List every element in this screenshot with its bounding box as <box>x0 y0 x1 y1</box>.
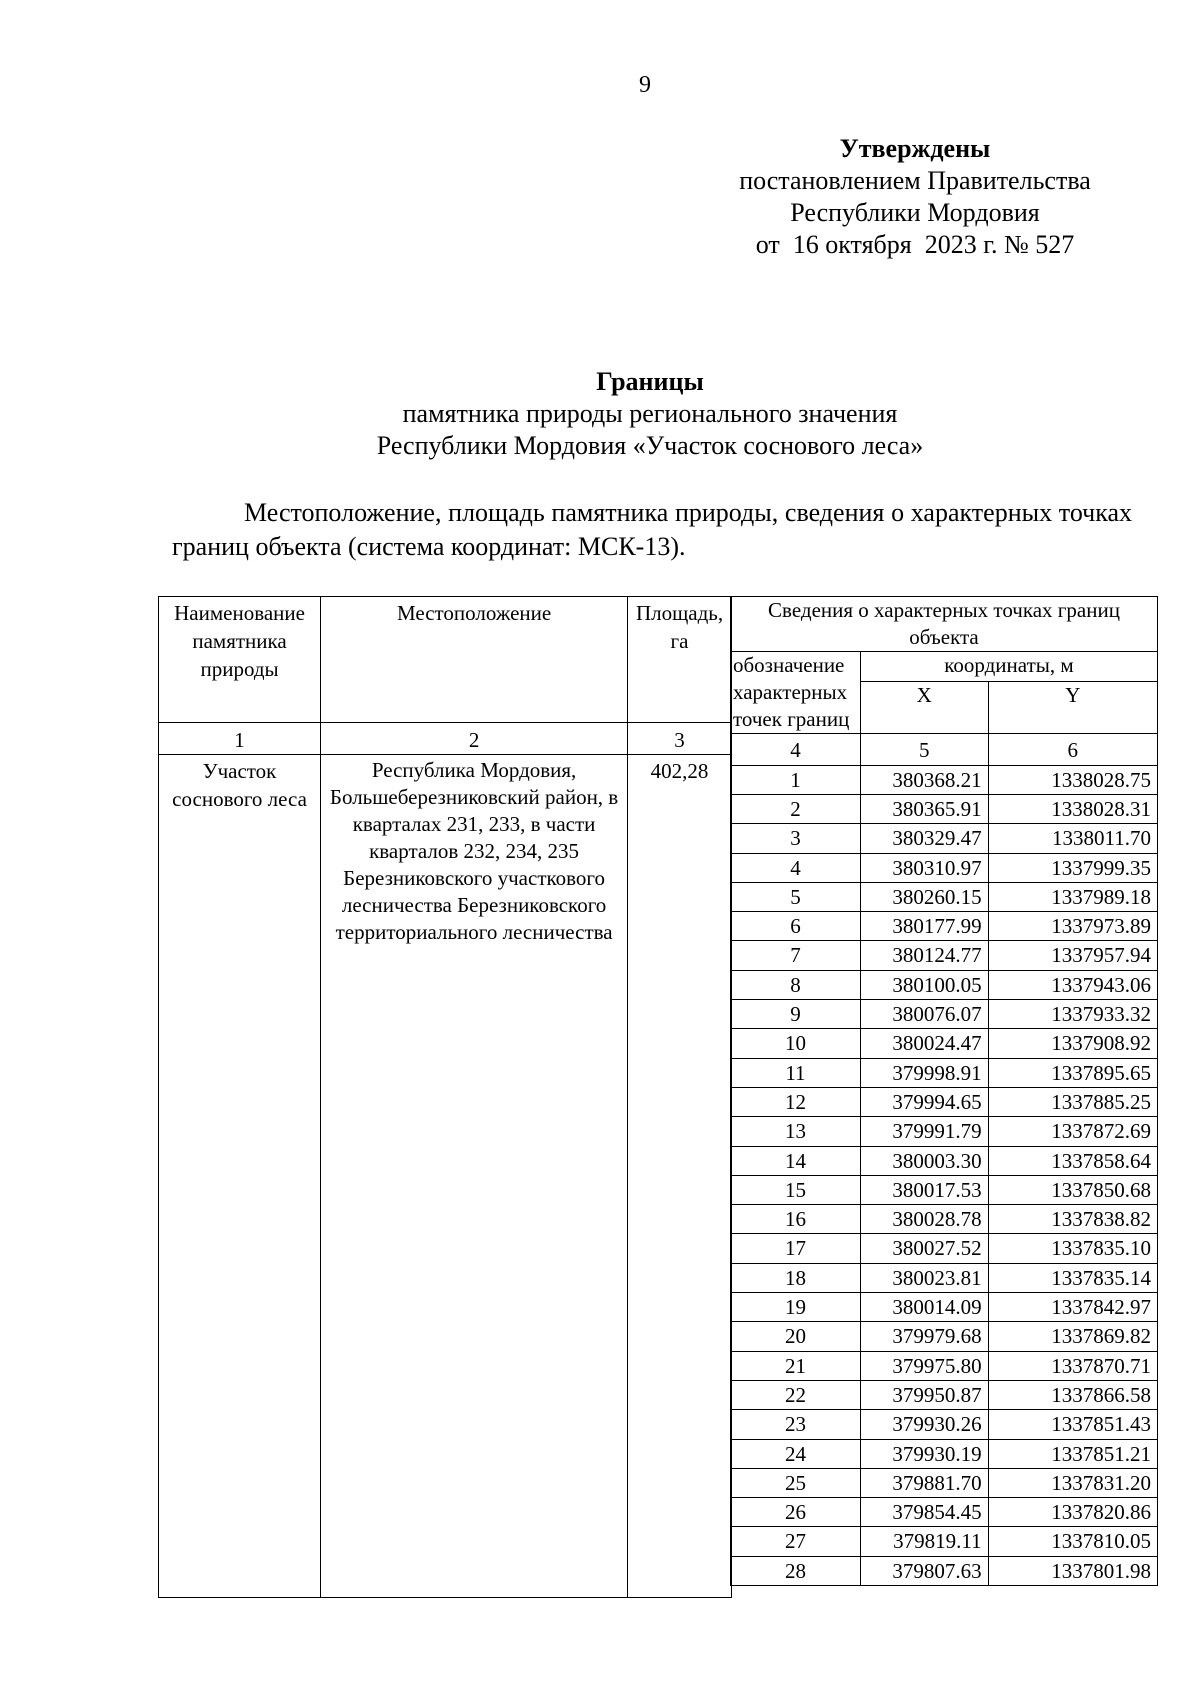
point-row <box>731 1117 1158 1146</box>
point-number: 16 <box>731 1205 861 1234</box>
column-number: 4 <box>731 734 861 766</box>
approval-block <box>700 133 1130 261</box>
point-number: 5 <box>731 882 861 911</box>
point-number: 25 <box>731 1468 861 1497</box>
point-row <box>731 1439 1158 1468</box>
header-name: Наименование памятника природы <box>159 597 321 723</box>
point-x: 380003.30 <box>860 1146 988 1175</box>
point-number: 9 <box>731 1000 861 1029</box>
point-y: 1337851.43 <box>988 1410 1157 1439</box>
point-x: 379881.70 <box>860 1468 988 1497</box>
point-y: 1337858.64 <box>988 1146 1157 1175</box>
point-y: 1337999.35 <box>988 853 1157 882</box>
point-number: 3 <box>731 824 861 853</box>
point-x: 380329.47 <box>860 824 988 853</box>
point-row <box>731 1468 1158 1497</box>
point-x: 379994.65 <box>860 1087 988 1116</box>
point-x: 379991.79 <box>860 1117 988 1146</box>
point-y: 1337973.89 <box>988 912 1157 941</box>
point-number: 7 <box>731 941 861 970</box>
page-number: 9 <box>639 72 651 98</box>
point-x: 379998.91 <box>860 1058 988 1087</box>
point-y: 1337835.10 <box>988 1234 1157 1263</box>
point-row <box>731 1234 1158 1263</box>
approval-line: Республики Мордовия <box>790 198 1040 227</box>
object-area: 402,28 <box>628 755 732 1598</box>
point-y: 1337842.97 <box>988 1293 1157 1322</box>
point-row <box>731 1293 1158 1322</box>
point-x: 380023.81 <box>860 1263 988 1292</box>
point-number: 20 <box>731 1322 861 1351</box>
point-row <box>731 1146 1158 1175</box>
point-row <box>731 970 1158 999</box>
header-area: Площадь, га <box>628 597 732 723</box>
point-y: 1338011.70 <box>988 824 1157 853</box>
heading-line: памятника природы регионального значения <box>402 399 898 428</box>
point-y: 1337989.18 <box>988 882 1157 911</box>
object-name: Участок соснового леса <box>159 755 321 1598</box>
column-number: 2 <box>321 723 628 755</box>
point-y: 1338028.75 <box>988 766 1157 795</box>
point-y: 1337872.69 <box>988 1117 1157 1146</box>
point-x: 380017.53 <box>860 1175 988 1204</box>
point-row <box>731 1380 1158 1409</box>
document-heading <box>150 366 1150 462</box>
column-number: 6 <box>988 734 1157 766</box>
point-x: 380076.07 <box>860 1000 988 1029</box>
point-y: 1337957.94 <box>988 941 1157 970</box>
object-table <box>158 596 732 1598</box>
point-row <box>731 824 1158 853</box>
point-number: 14 <box>731 1146 861 1175</box>
point-number: 27 <box>731 1527 861 1556</box>
point-y: 1337933.32 <box>988 1000 1157 1029</box>
point-row <box>731 941 1158 970</box>
point-row <box>731 1205 1158 1234</box>
point-number: 13 <box>731 1117 861 1146</box>
point-x: 379930.26 <box>860 1410 988 1439</box>
point-row <box>731 1351 1158 1380</box>
point-x: 380368.21 <box>860 766 988 795</box>
point-y: 1337866.58 <box>988 1380 1157 1409</box>
point-row <box>731 1058 1158 1087</box>
point-number: 24 <box>731 1439 861 1468</box>
point-number: 21 <box>731 1351 861 1380</box>
point-x: 379807.63 <box>860 1556 988 1585</box>
point-number: 11 <box>731 1058 861 1087</box>
point-x: 380124.77 <box>860 941 988 970</box>
point-number: 22 <box>731 1380 861 1409</box>
point-y: 1337869.82 <box>988 1322 1157 1351</box>
point-y: 1337895.65 <box>988 1058 1157 1087</box>
point-number: 17 <box>731 1234 861 1263</box>
point-y: 1337820.86 <box>988 1498 1157 1527</box>
point-x: 379930.19 <box>860 1439 988 1468</box>
point-number: 23 <box>731 1410 861 1439</box>
point-number: 26 <box>731 1498 861 1527</box>
point-number: 19 <box>731 1293 861 1322</box>
object-location: Республика Мордовия, Большеберезниковский район, в кварталах 231, 233, в части кварталов 232, 234, 235 Березниковского участкового лесничества Березниковского территориального лесничества <box>321 755 628 1598</box>
point-row <box>731 912 1158 941</box>
header-designation: обозначение характерных точек границ <box>731 652 861 734</box>
point-y: 1337810.05 <box>988 1527 1157 1556</box>
point-row <box>731 1322 1158 1351</box>
point-row <box>731 853 1158 882</box>
point-x: 380028.78 <box>860 1205 988 1234</box>
approval-date: от 16 октября 2023 г. № 527 <box>755 230 1075 259</box>
point-row <box>731 1498 1158 1527</box>
point-x: 379854.45 <box>860 1498 988 1527</box>
point-y: 1337943.06 <box>988 970 1157 999</box>
point-row <box>731 1410 1158 1439</box>
point-x: 380100.05 <box>860 970 988 999</box>
point-y: 1337851.21 <box>988 1439 1157 1468</box>
approval-title: Утверждены <box>839 134 991 163</box>
point-number: 10 <box>731 1029 861 1058</box>
point-x: 380365.91 <box>860 795 988 824</box>
point-row <box>731 1087 1158 1116</box>
point-x: 380024.47 <box>860 1029 988 1058</box>
point-number: 1 <box>731 766 861 795</box>
point-x: 379950.87 <box>860 1380 988 1409</box>
column-number: 1 <box>159 723 321 755</box>
point-x: 380260.15 <box>860 882 988 911</box>
point-number: 2 <box>731 795 861 824</box>
point-y: 1337870.71 <box>988 1351 1157 1380</box>
point-y: 1337801.98 <box>988 1556 1157 1585</box>
point-row <box>731 1556 1158 1585</box>
intro-paragraph: Местоположение, площадь памятника природы, сведения о характерных точках границ объекта (система координат: МСК-13). <box>172 498 1132 561</box>
point-row <box>731 1175 1158 1204</box>
column-number: 5 <box>860 734 988 766</box>
point-x: 380310.97 <box>860 853 988 882</box>
header-points-info: Сведения о характерных точках границ объекта <box>731 597 1158 652</box>
point-x: 380014.09 <box>860 1293 988 1322</box>
point-number: 6 <box>731 912 861 941</box>
point-y: 1337850.68 <box>988 1175 1157 1204</box>
point-number: 12 <box>731 1087 861 1116</box>
point-number: 15 <box>731 1175 861 1204</box>
point-x: 379819.11 <box>860 1527 988 1556</box>
point-x: 380027.52 <box>860 1234 988 1263</box>
point-y: 1337838.82 <box>988 1205 1157 1234</box>
header-location: Местоположение <box>321 597 628 723</box>
point-number: 28 <box>731 1556 861 1585</box>
heading-title: Границы <box>596 367 704 396</box>
header-x: X <box>860 682 988 734</box>
points-table <box>730 596 1158 1586</box>
point-y: 1337885.25 <box>988 1087 1157 1116</box>
point-row <box>731 1263 1158 1292</box>
point-x: 380177.99 <box>860 912 988 941</box>
point-row <box>731 882 1158 911</box>
heading-line: Республики Мордовия «Участок соснового леса» <box>376 431 924 460</box>
point-x: 379975.80 <box>860 1351 988 1380</box>
column-number: 3 <box>628 723 732 755</box>
point-y: 1338028.31 <box>988 795 1157 824</box>
header-coordinates: координаты, м <box>860 652 1157 682</box>
point-row <box>731 766 1158 795</box>
point-row <box>731 1000 1158 1029</box>
point-y: 1337908.92 <box>988 1029 1157 1058</box>
approval-line: постановлением Правительства <box>739 166 1091 195</box>
point-row <box>731 795 1158 824</box>
point-row <box>731 1029 1158 1058</box>
point-number: 4 <box>731 853 861 882</box>
point-y: 1337831.20 <box>988 1468 1157 1497</box>
point-row <box>731 1527 1158 1556</box>
point-y: 1337835.14 <box>988 1263 1157 1292</box>
point-number: 18 <box>731 1263 861 1292</box>
header-y: Y <box>988 682 1157 734</box>
point-number: 8 <box>731 970 861 999</box>
point-x: 379979.68 <box>860 1322 988 1351</box>
